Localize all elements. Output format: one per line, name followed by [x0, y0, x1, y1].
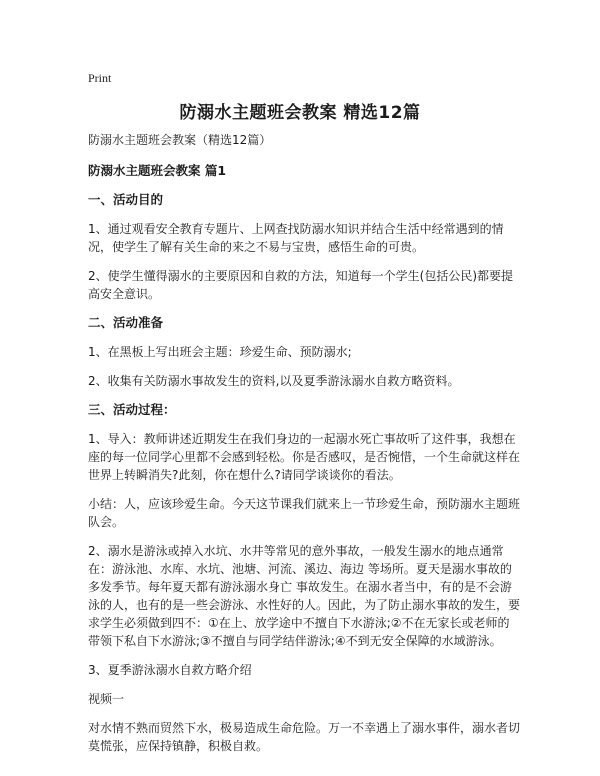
document-subtitle: 防溺水主题班会教案（精选12篇） [88, 133, 272, 147]
paragraph-summary: 小结：人，应该珍爱生命。今天这节课我们就来上一节珍爱生命，预防溺水主题班队会。 [88, 497, 521, 529]
paragraph-video-one: 视频一 [88, 692, 125, 706]
heading-activity-preparation: 二、活动准备 [88, 315, 164, 330]
paragraph-purpose-1: 1、通过观看安全教育专题片、上网查找防溺水知识并结合生活中经常遇到的情况，使学生了解有关生命的来之不易与宝贵，感悟生命的可贵。 [88, 222, 504, 254]
paragraph-purpose-2: 2、使学生懂得溺水的主要原因和自救的方法，知道每一个学生(包括公民)都要提高安全意识。 [88, 269, 514, 301]
heading-activity-process: 三、活动过程： [88, 402, 176, 417]
paragraph-self-rescue-title: 3、夏季游泳溺水自救方略介绍 [88, 663, 252, 677]
paragraph-process-intro: 1、导入：教师讲述近期发生在我们身边的一起溺水死亡事故听了这件事，我想在座的每一位同学心里都不会感到轻松。你是否感叹，是否惋惜，一个生命就这样在世界上转瞬消失?此刻，你在想什么?请同学谈谈你的看法。 [88, 432, 521, 482]
print-label[interactable]: Print [88, 71, 112, 85]
document-title: 防溺水主题班会教案 精选12篇 [179, 103, 421, 123]
paragraph-drowning-facts: 2、溺水是游泳或掉入水坑、水井等常见的意外事故，一般发生溺水的地点通常在：游泳池、水库、水坑、池塘、河流、溪边、海边 等场所。夏天是溺水事故的多发季节。每年夏天都有游泳溺水身亡 事故发生。在溺水者当中，有的是不会游泳的人，也有的是一些会游泳、水性好的人。因此，为了防止溺水事故的发生，要求学生必须做到四不：①在上、放学途中不擅自下水游泳;②不在无家长或老师的带领下私自下水游泳;③不擅自与同学结伴游泳;④不到无安全保障的水域游泳。 [88, 544, 521, 648]
heading-activity-purpose: 一、活动目的 [88, 192, 164, 207]
document-body [88, 131, 520, 766]
paragraph-self-rescue-text: 对水情不熟而贸然下水，极易造成生命危险。万一不幸遇上了溺水事件，溺水者切莫慌张，应保持镇静，积极自救。 [88, 721, 521, 753]
section-heading: 防溺水主题班会教案 篇1 [88, 163, 227, 178]
paragraph-preparation-2: 2、收集有关防溺水事故发生的资料,以及夏季游泳溺水自救方略资料。 [88, 374, 460, 388]
paragraph-preparation-1: 1、在黑板上写出班会主题：珍爱生命、预防溺水; [88, 345, 352, 359]
